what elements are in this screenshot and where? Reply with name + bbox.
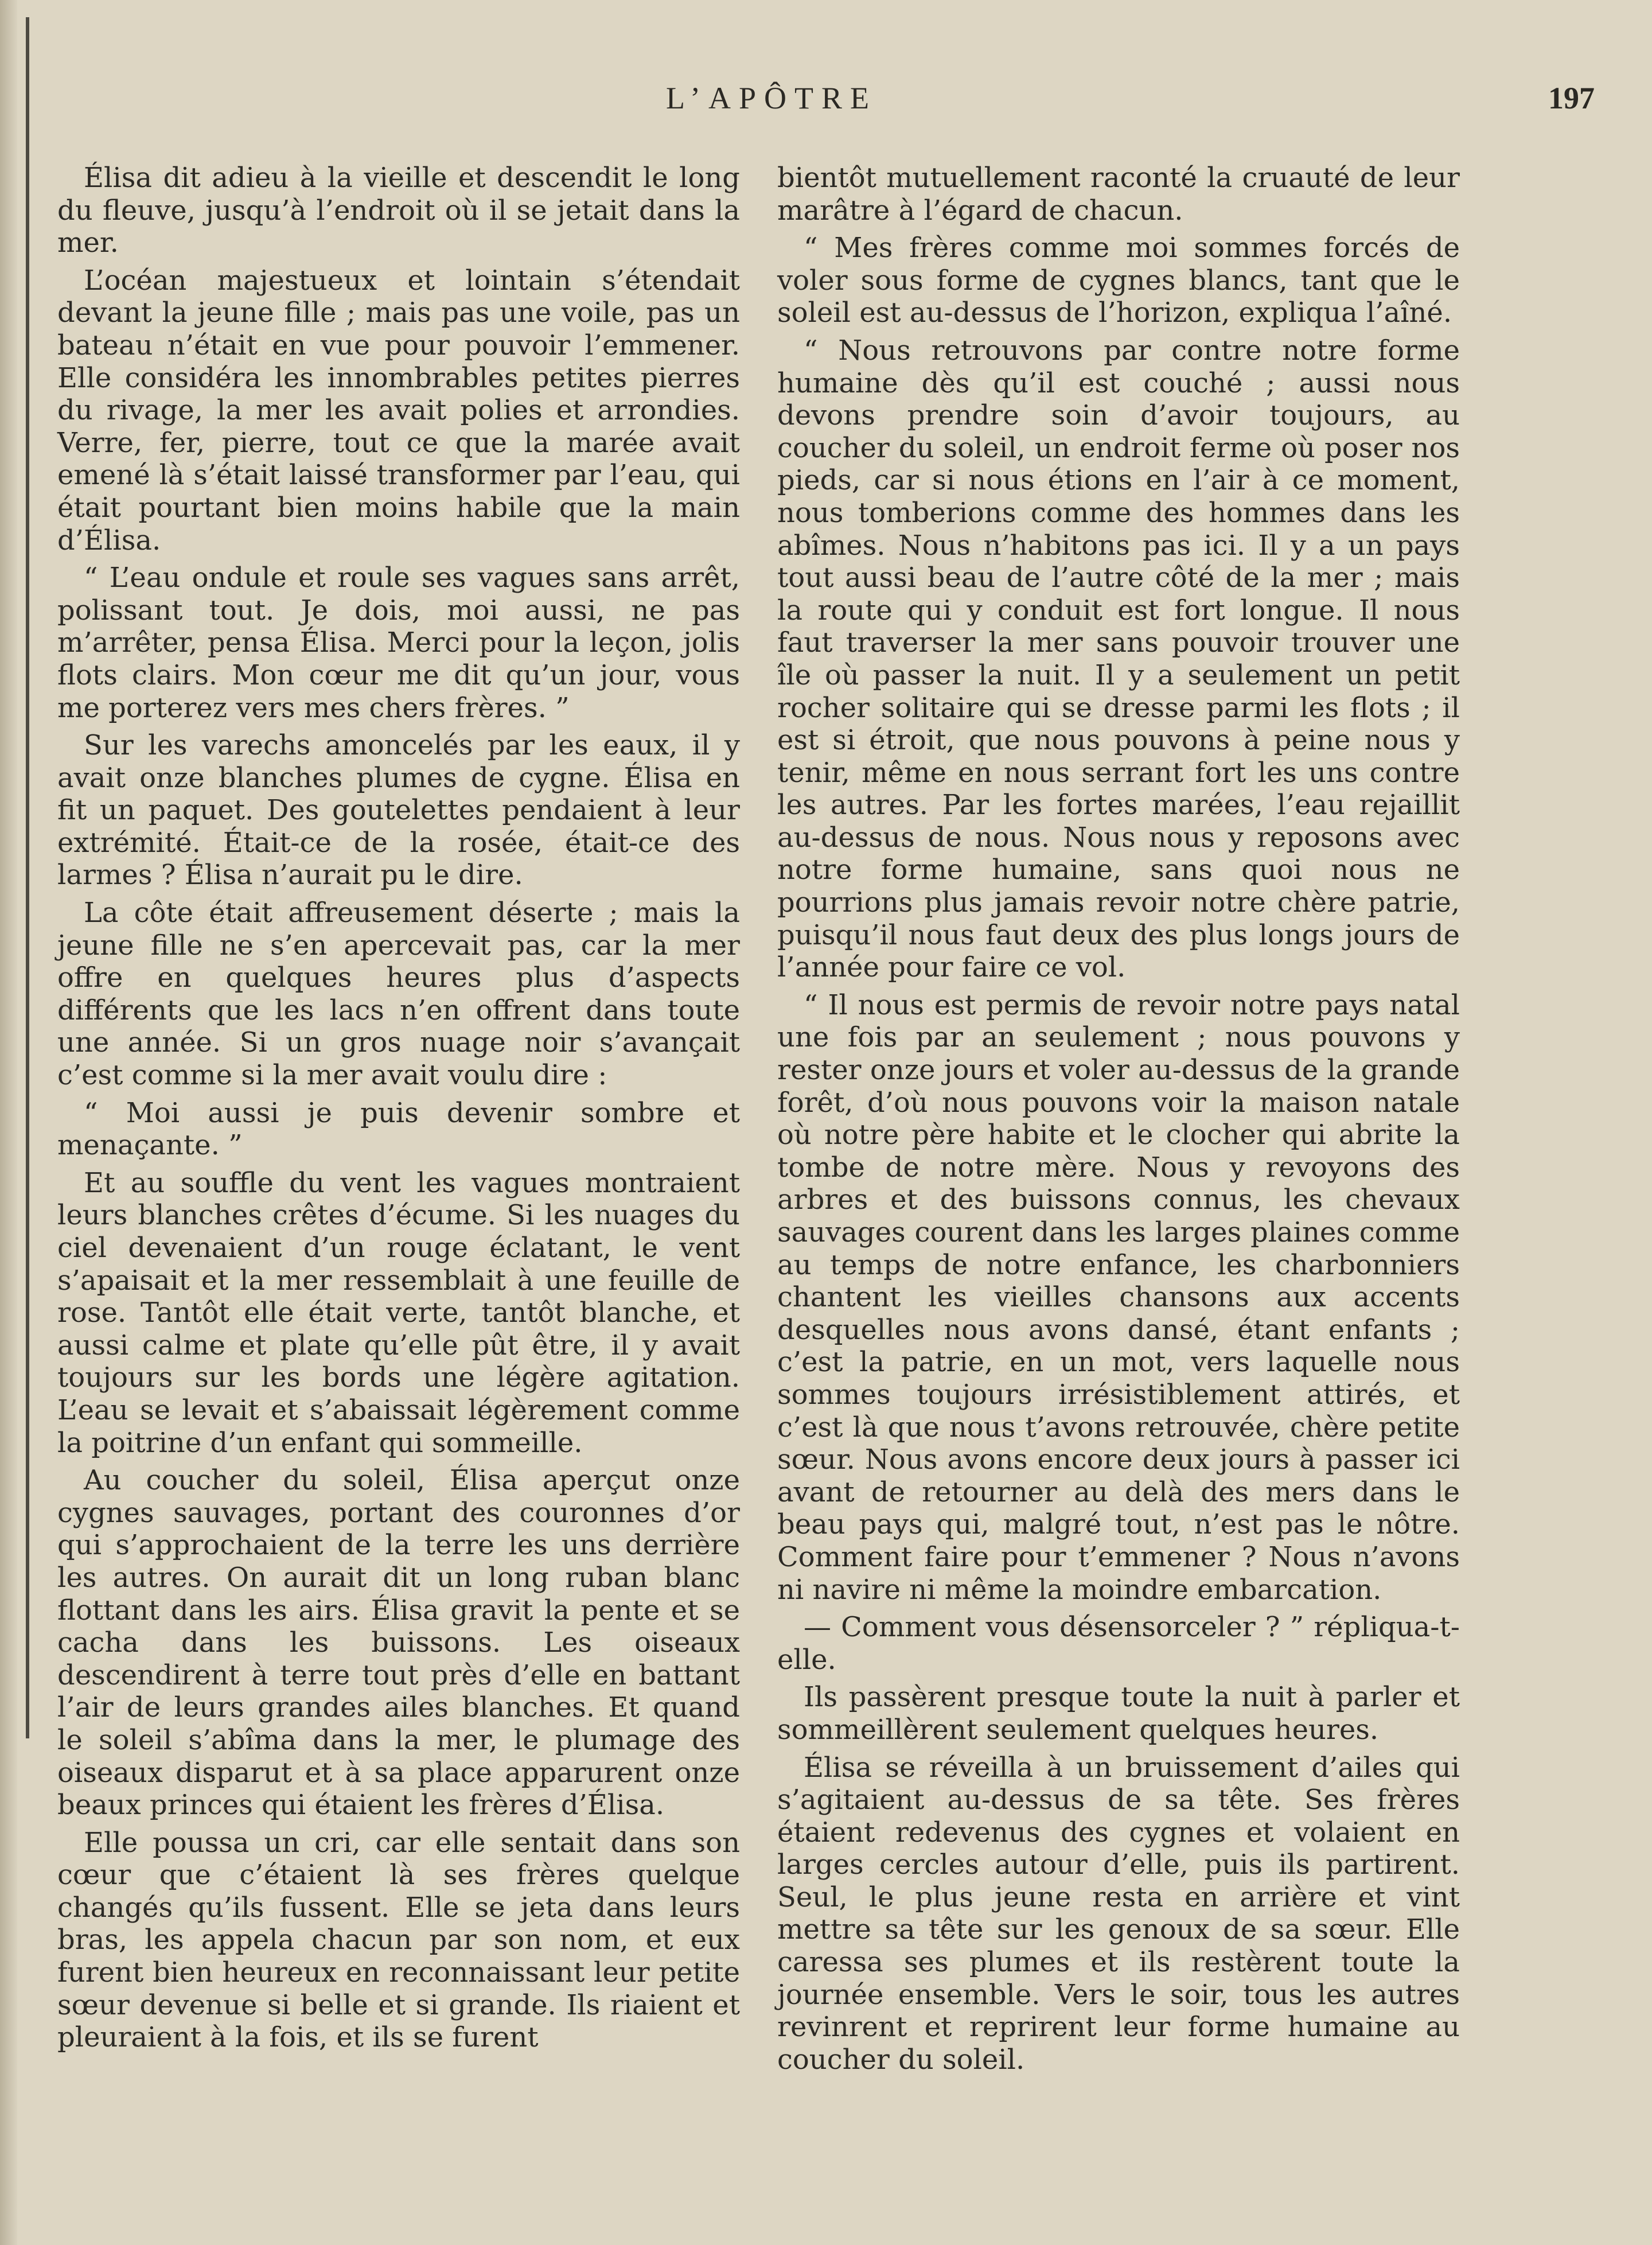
paragraph: Au coucher du soleil, Élisa aperçut onze cygnes sauvages, portant des couronnes d’or qui s’approchaient de la terre les uns derrière les autres. On aurait dit un long ruban blanc flottant dans les airs. Élisa gravit la pente et se cacha dans les buissons. Les oiseaux descendirent à terre tout près d’elle en battant l’air de leurs grandes ailes blanches. Et quand le soleil s’abîma dans la mer, le plumage des oiseaux disparut et à sa place apparurent onze beaux princes qui étaient les frères d’Élisa. bbox=[57, 1464, 740, 1822]
page-number: 197 bbox=[1548, 81, 1595, 115]
left-column bbox=[57, 162, 740, 2059]
paragraph: “ Moi aussi je puis devenir sombre et menaçante. ” bbox=[57, 1096, 740, 1162]
paragraph: Ils passèrent presque toute la nuit à parler et sommeillèrent seulement quelques heures. bbox=[777, 1681, 1460, 1746]
paragraph: — Comment vous désensorceler ? ” répliqua-t-elle. bbox=[777, 1611, 1460, 1676]
paragraph: Sur les varechs amoncelés par les eaux, il y avait onze blanches plumes de cygne. Élisa en fit un paquet. Des goutelettes pendaient à leur extrémité. Était-ce de la rosée, était-ce des larmes ? Élisa n’aurait pu le dire. bbox=[57, 729, 740, 892]
paragraph: Elle poussa un cri, car elle sentait dans son cœur que c’étaient là ses frères quelque changés qu’ils fussent. Elle se jeta dans leurs bras, les appela chacun par son nom, et eux furent bien heureux en reconnaissant leur petite sœur devenue si belle et si grande. Ils riaient et pleuraient à la fois, et ils se furent bbox=[57, 1826, 740, 2054]
paragraph: “ Nous retrouvons par contre notre forme humaine dès qu’il est couché ; aussi nous devons prendre soin d’avoir toujours, au coucher du soleil, un endroit ferme où poser nos pieds, car si nous étions en l’air à ce moment, nous tomberions comme des hommes dans les abîmes. Nous n’habitons pas ici. Il y a un pays tout aussi beau de l’autre côté de la mer ; mais la route qui y conduit est fort longue. Il nous faut traverser la mer sans pouvoir trouver une île où passer la nuit. Il y a seulement un petit rocher solitaire qui se dresse parmi les flots ; il est si étroit, que nous pouvons à peine nous y tenir, même en nous serrant fort les uns contre les autres. Par les fortes marées, l’eau rejaillit au-dessus de nous. Nous nous y reposons avec notre forme humaine, sans quoi nous ne pourrions plus jamais revoir notre chère patrie, puisqu’il nous faut deux des plus longs jours de l’année pour faire ce vol. bbox=[777, 334, 1460, 984]
binding-gutter bbox=[0, 0, 17, 2245]
paragraph: Et au souffle du vent les vagues montraient leurs blanches crêtes d’écume. Si les nuages du ciel devenaient d’un rouge éclatant, le vent s’apaisait et la mer ressemblait à une feuille de rose. Tantôt elle était verte, tantôt blanche, et aussi calme et plate qu’elle pût être, il y avait toujours sur les bords une légère agitation. L’eau se levait et s’abaissait légèrement comme la poitrine d’un enfant qui sommeille. bbox=[57, 1166, 740, 1459]
column-rule bbox=[26, 17, 29, 1738]
page-header bbox=[57, 80, 1595, 126]
right-column bbox=[777, 162, 1460, 2081]
paragraph: Élisa dit adieu à la vieille et descendit le long du fleuve, jusqu’à l’endroit où il se jetait dans la mer. bbox=[57, 162, 740, 259]
paragraph: “ Mes frères comme moi sommes forcés de voler sous forme de cygnes blancs, tant que le soleil est au-dessus de l’horizon, expliqua l’aîné. bbox=[777, 232, 1460, 329]
paragraph: L’océan majestueux et lointain s’étendait devant la jeune fille ; mais pas une voile, pas un bateau n’était en vue pour pouvoir l’emmener. Elle considéra les innombrables petites pierres du rivage, la mer les avait polies et arrondies. Verre, fer, pierre, tout ce que la marée avait emené là s’était laissé transformer par l’eau, qui était pourtant bien moins habile que la main d’Élisa. bbox=[57, 264, 740, 557]
paragraph: La côte était affreusement déserte ; mais la jeune fille ne s’en apercevait pas, car la mer offre en quelques heures plus d’aspects différents que les lacs n’en offrent dans toute une année. Si un gros nuage noir s’avançait c’est comme si la mer avait voulu dire : bbox=[57, 897, 740, 1092]
paragraph: Élisa se réveilla à un bruissement d’ailes qui s’agitaient au-dessus de sa tête. Ses frères étaient redevenus des cygnes et volaient en larges cercles autour d’elle, puis ils partirent. Seul, le plus jeune resta en arrière et vint mettre sa tête sur les genoux de sa sœur. Elle caressa ses plumes et ils restèrent toute la journée ensemble. Vers le soir, tous les autres revinrent et reprirent leur forme humaine au coucher du soleil. bbox=[777, 1751, 1460, 2076]
paragraph: “ L’eau ondule et roule ses vagues sans arrêt, polissant tout. Je dois, moi aussi, ne pas m’arrêter, pensa Élisa. Merci pour la leçon, jolis flots clairs. Mon cœur me dit qu’un jour, vous me porterez vers mes chers frères. ” bbox=[57, 562, 740, 724]
paragraph: bientôt mutuellement raconté la cruauté de leur marâtre à l’égard de chacun. bbox=[777, 162, 1460, 227]
paragraph: “ Il nous est permis de revoir notre pays natal une fois par an seulement ; nous pouvons y rester onze jours et voler au-dessus de la grande forêt, d’où nous pouvons voir la maison natale où notre père habite et le clocher qui abrite la tombe de notre mère. Nous y revoyons des arbres et des buissons connus, les chevaux sauvages courent dans les larges plaines comme au temps de notre enfance, les charbonniers chantent les vieilles chansons aux accents desquelles nous avons dansé, étant enfants ; c’est la patrie, en un mot, vers laquelle nous sommes toujours irrésistiblement attirés, et c’est là que nous t’avons retrouvée, chère petite sœur. Nous avons encore deux jours à passer ici avant de retourner au delà des mers dans le beau pays qui, malgré tout, n’est pas le nôtre. Comment faire pour t’emmener ? Nous n’avons ni navire ni même la moindre embarcation. bbox=[777, 989, 1460, 1606]
running-head: L’APÔTRE bbox=[665, 81, 878, 115]
